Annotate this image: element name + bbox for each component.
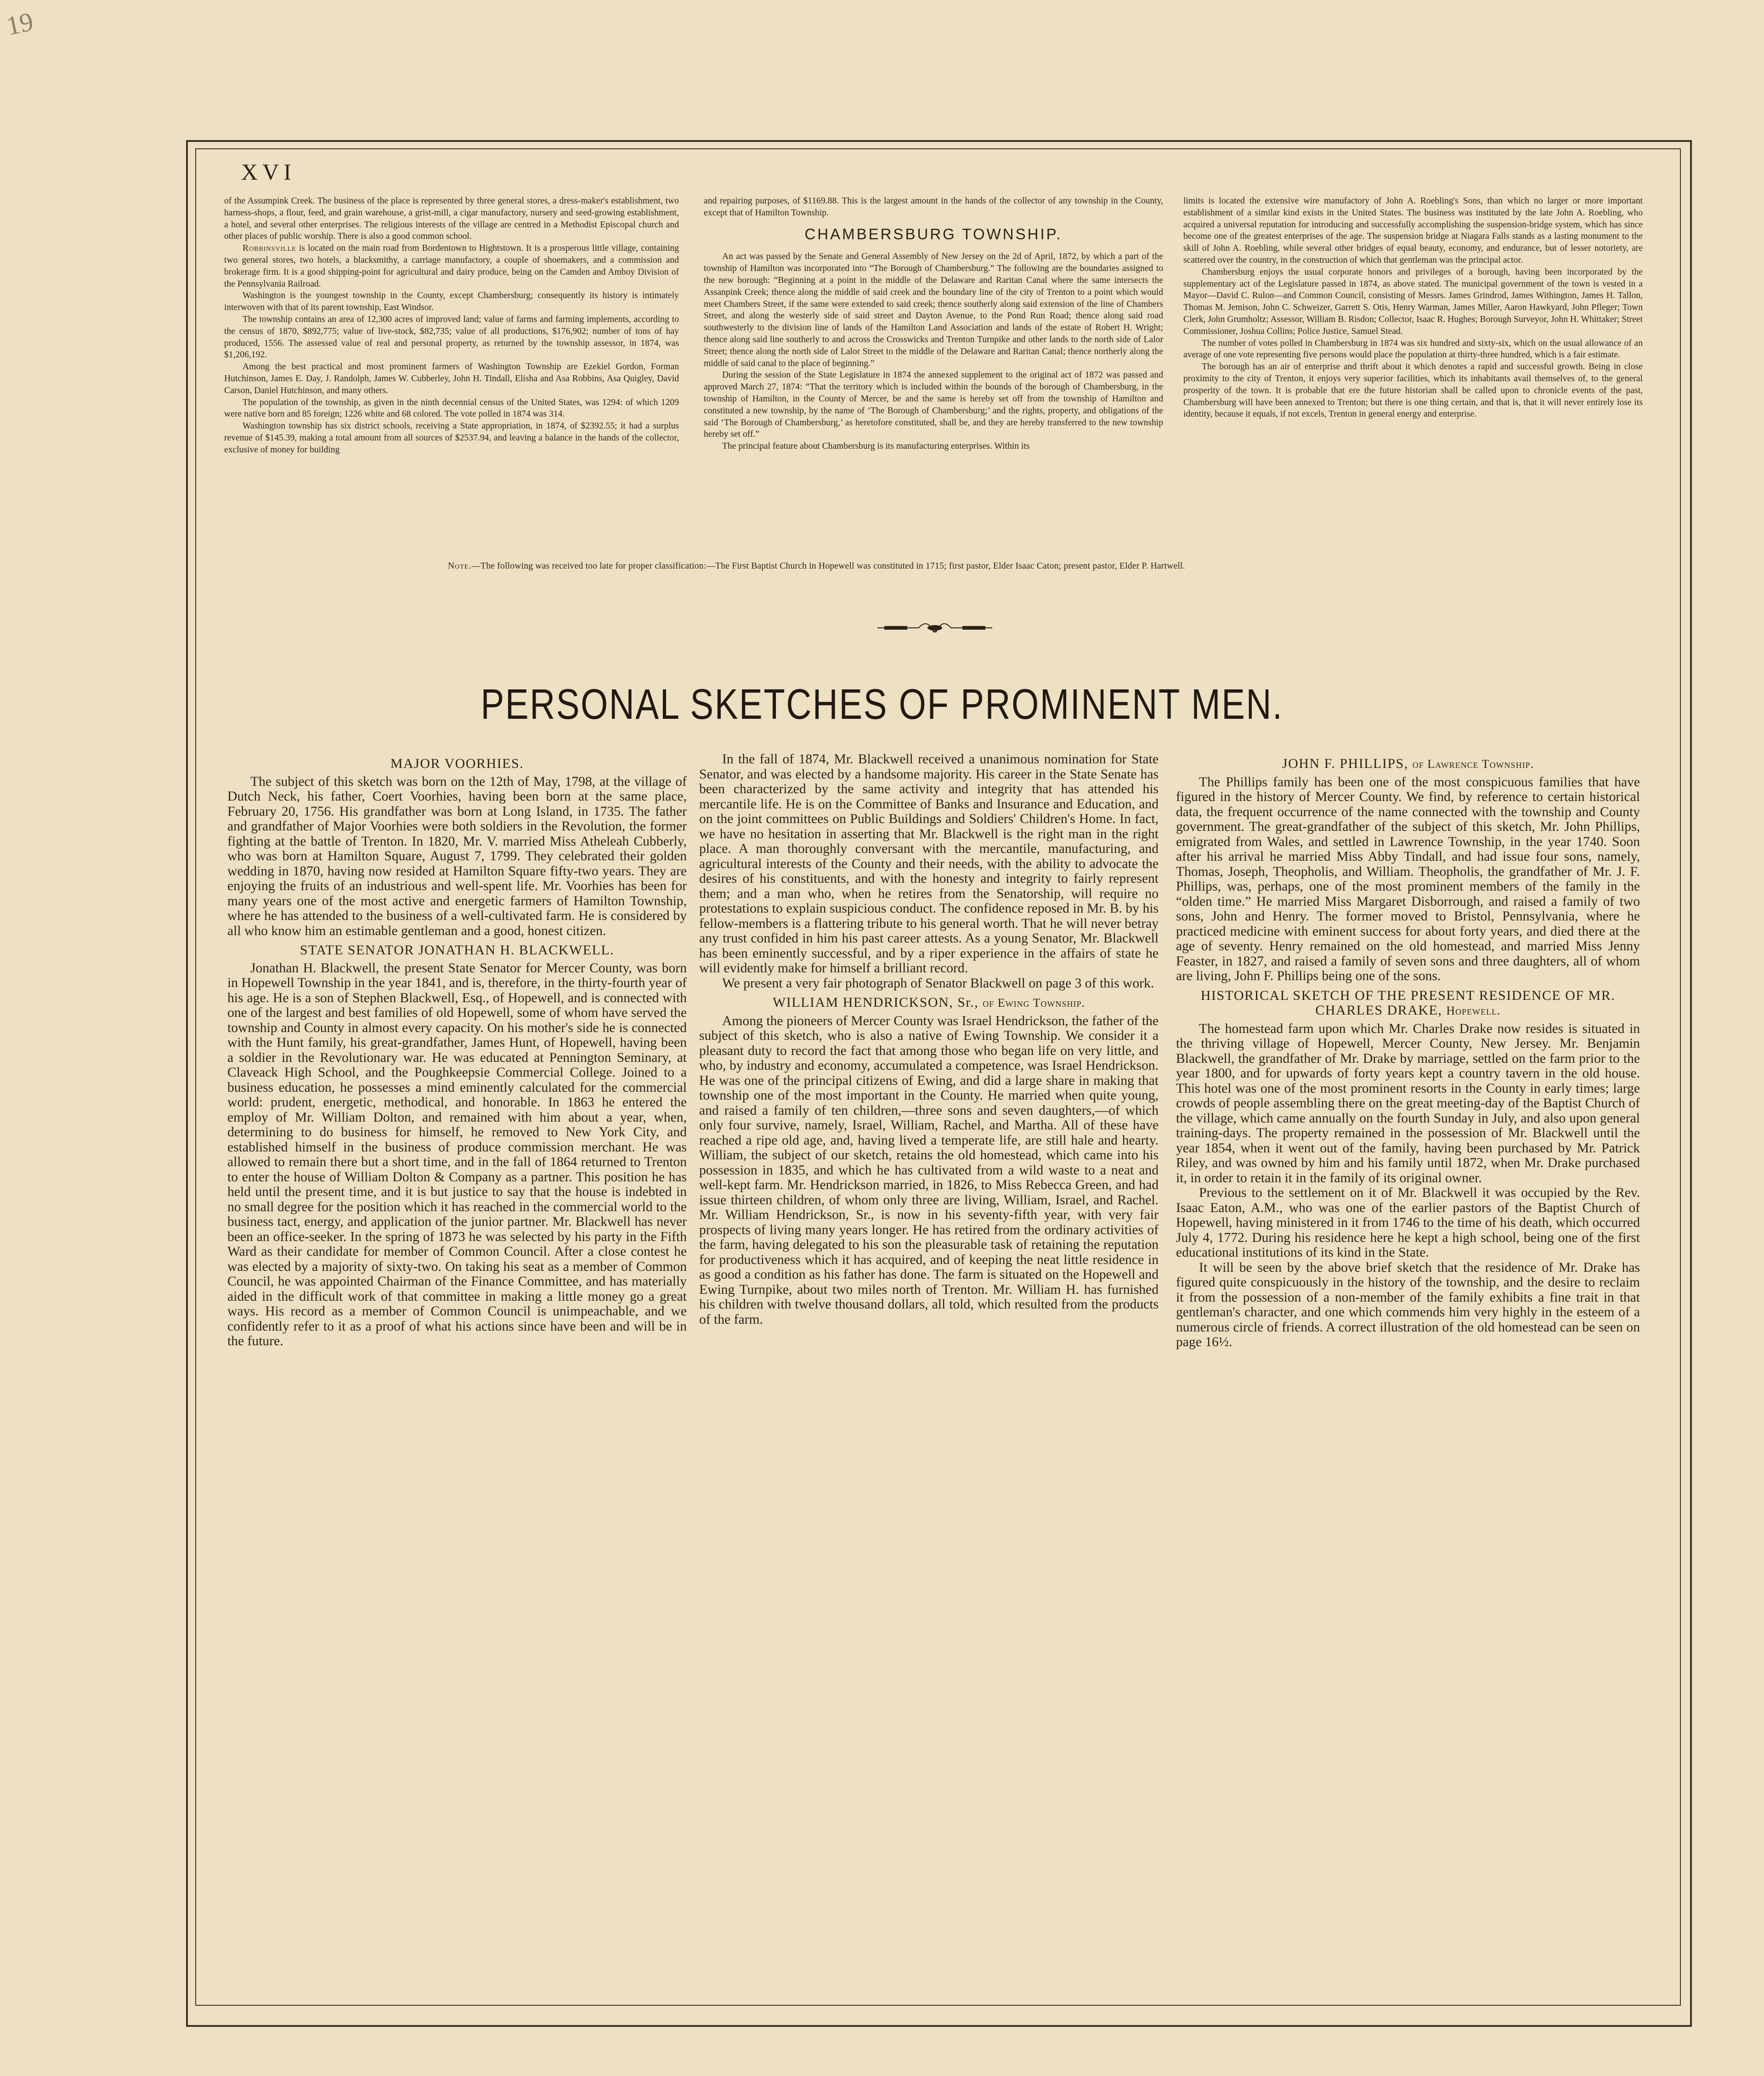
lower-column-3: [1176, 752, 1640, 1350]
paragraph: [1183, 266, 1643, 338]
paragraph-lead: Robbinsville: [243, 243, 296, 254]
section-heading: [1176, 988, 1640, 1019]
paragraph-text: Chambersburg enjoys the usual corporate honors and privileges of a borough, having been incorporated by the supplementary act of the Legislature passed in 1874, as above stated. The municipal government of the town is vested in a Mayor—David C. Rulon—and Common Council, consisting of Messrs. James Grindrod, James Withington, James H. Tallon, Thomas M. Jemison, John C. Schweizer, Garrett S. Otis, Henry Warman, James Miller, Aaron Hawkyard, John Pfleger; Town Clerk, John Grumholtz; Assessor, William B. Risdon; Collector, Isaac R. Hughes; Borough Surveyor, John H. Whittaker; Street Commissioner, Joshua Collins; Police Justice, Samuel Stead.: [1183, 267, 1643, 336]
note-text: —The following was received too late for proper classification:—The First Baptist Church in Hopewell was constituted in 1715; first pastor, Elder Isaac Caton; present pastor, Elder P. Hartwell.: [471, 561, 1185, 571]
paragraph: [1183, 361, 1643, 420]
paragraph-text: The number of votes polled in Chambersburg in 1874 was six hundred and sixty-six, which on the usual allowance of an average of one vote representing five persons would place the population at thirty-three hundred, which is a fair estimate.: [1183, 338, 1643, 360]
paragraph-text: Among the best practical and most prominent farmers of Washington Township are Ezekiel Gordon, Forman Hutchinson, James E. Day, J. Randolph, James W. Cubberley, John H. Tindall, Elisha and Asa Robbins, Asa Quigley, David Carson, Daniel Hutchinson, and many others.: [224, 362, 679, 395]
paragraph-text: It will be seen by the above brief sketch that the residence of Mr. Drake has figured quite conspicuously in the history of the township, and the desire to reclaim it from the possession of a non-member of the family exhibits a fine trait in that gentleman's character, and one which commends him very highly in the esteem of a numerous circle of friends. A correct illustration of the old homestead can be seen on page 16½.: [1176, 1260, 1640, 1349]
upper-col2-intro: and repairing purposes, of $1169.88. This is the largest amount in the hands of the collector of any township in the County, except that of Hamilton Township.: [704, 196, 1163, 218]
paragraph: [699, 752, 1159, 976]
upper-column-2: [704, 195, 1163, 452]
paragraph: [1176, 1021, 1640, 1186]
paragraph: [224, 195, 679, 243]
paragraph: [1176, 1260, 1640, 1350]
decorative-divider: [875, 621, 995, 635]
paragraph-text: The principal feature about Chambersburg is its manufacturing enterprises. Within its: [722, 441, 1030, 451]
note-paragraph: [448, 561, 1185, 571]
paragraph: [227, 774, 687, 939]
note-lead: Note.: [448, 561, 472, 571]
heading-text: WILLIAM HENDRICKSON, Sr.,: [772, 995, 979, 1010]
paragraph-text: The subject of this sketch was born on the 12th of May, 1798, at the village of Dutch Neck, his father, Coert Voorhies, having been born at the same place, February 20, 1756. His grandfather was born at Long Island, in 1735. The father and grandfather of Major Voorhies were both soldiers in the Revolution, the former fighting at the battle of Trenton. In 1820, Mr. V. married Miss Atheleah Cubberly, who was born at Hamilton Square, August 7, 1799. They celebrated their golden wedding in 1870, having now resided at Hamilton Square fifty-two years. They are enjoying the fruits of an industrious and well-spent life. Mr. Voorhies has been for many years one of the most active and energetic farmers of Hamilton Township, where he has attended to the business of a well-cultivated farm. He is considered by all who know him an estimable gentleman and a good, honest citizen.: [227, 774, 687, 938]
paragraph: [1183, 195, 1643, 266]
heading-subtitle: of Ewing Township.: [983, 996, 1086, 1010]
paragraph: [704, 251, 1163, 369]
paragraph-text: Previous to the settlement on it of Mr. Blackwell it was occupied by the Rev. Isaac Eaton, A.M., who was one of the earlier pastors of the Baptist Church of Hopewell, having ministered in it from 1746 to the time of his death, which occurred July 4, 1772. During his residence here he kept a high school, being one of the first educational institutions of its kind in the State.: [1176, 1185, 1640, 1260]
paragraph-text: is located on the main road from Bordentown to Hightstown. It is a prosperous little village, containing two general stores, two hotels, a blacksmithy, a carriage manufactory, a couple of shoemakers, and a commission and brokerage firm. It is a good shipping-point for agricultural and dairy produce, being on the Camden and Amboy Division of the Pennsylvania Railroad.: [224, 243, 679, 289]
paragraph-text: Washington township has six district schools, receiving a State appropriation, in 1874, of $2392.55; it had a surplus revenue of $145.39, making a total amount from all sources of $2537.94, and leaving a balance in the hands of the collector, exclusive of money for building: [224, 421, 679, 455]
paragraph-text: The Phillips family has been one of the most conspicuous families that have figured in the history of Mercer County. We find, by reference to certain historical data, the frequent occurrence of the name connected with the township and County government. The great-grandfather of the subject of this sketch, Mr. John Phillips, emigrated from Wales, and settled in Lawrence Township, in the year 1740. Soon after his arrival he married Miss Abby Tindall, and had issue four sons, namely, Thomas, Joseph, Theopholis, and William. Theopholis, the grandfather of Mr. J. F. Phillips, was, perhaps, one of the most prominent members of the family in the “olden time.” He married Miss Margaret Disborrough, and raised a family of two sons, John and Henry. The former moved to Bristol, Pennsylvania, where he practiced medicine with eminent success for about forty years, and died there at the age of seventy. Henry remained on the old homestead, and married Miss Jenny Feaster, in 1827, and raised a family of seven sons and three daughters, all of whom are living, John F. Phillips being one of the sons.: [1176, 774, 1640, 983]
upper-column-1: [224, 195, 679, 456]
heading-subtitle: Hopewell.: [1446, 1004, 1501, 1017]
paragraph-text: In the fall of 1874, Mr. Blackwell received a unanimous nomination for State Senator, and was elected by a handsome majority. His career in the State Senate has been characterized by the same activity and integrity that has attended his mercantile life. He is on the Committee of Banks and Insurance and Education, and on the joint committees on Public Buildings and Soldiers' Children's Home. In fact, we have no hesitation in asserting that Mr. Blackwell is the right man in the right place. A man thoroughly conversant with the mercantile, manufacturing, and agricultural interests of the County and their needs, with the ability to advocate the desires of his constituents, and with the honesty and integrity to fairly represent them; and a man who, when he retires from the Senatorship, will require no protestations to explain suspicious conduct. The confidence reposed in Mr. B. by his fellow-members is a flattering tribute to his general worth. That he will never betray any trust confided in him his past career attests. As a young Senator, Mr. Blackwell has been eminently successful, and by a riper experience in the affairs of state he will evidently make for himself a brilliant record.: [699, 752, 1159, 976]
section-heading: [227, 943, 687, 958]
paragraph: [1183, 338, 1643, 361]
paragraph: [699, 976, 1159, 991]
paragraph: [224, 290, 679, 314]
page-number: XVI: [241, 159, 296, 185]
paragraph-text: Washington is the youngest township in the County, except Chambersburg; consequently its history is intimately interwoven with that of its parent township, East Windsor.: [224, 291, 679, 313]
paragraph-text: Jonathan H. Blackwell, the present State Senator for Mercer County, was born in Hopewell Township in the year 1841, and is, therefore, in the thirty-fourth year of his age. He is a son of Stephen Blackwell, Esq., of Hopewell, and is connected with one of the largest and best families of old Hopewell, some of whom have served the township and County in almost every capacity. On his mother's side he is connected with the Hunt family, his great-grandfather, James Hunt, of Hopewell, having been a soldier in the Revolutionary war. He was educated at Pennington Seminary, at Claveack High School, and the Poughkeepsie Commercial College. Joined to a business education, he possesses a mind eminently calculated for the commercial world: prudent, energetic, methodical, and honorable. In 1863 he entered the employ of Mr. William Dolton, and remained with him about a year, when, determining to do business for himself, he removed to New York City, and established himself in the business of produce commission merchant. He was allowed to remain there but a short time, and in the fall of 1864 returned to Trenton to enter the house of William Dolton & Company as a partner. This position he has held until the present time, and it is but justice to say that the house is indebted in no small degree for the position which it has reached in the commercial world to the business tact, energy, and application of the junior partner. Mr. Blackwell has never been an office-seeker. In the spring of 1873 he was selected by his party in the Fifth Ward as their candidate for member of Common Council. After a close contest he was elected by a majority of sixty-two. On taking his seat as a member of Common Council, he was appointed Chairman of the Finance Committee, and has materially aided in the difficult work of that committee in making a little money go a great ways. His record as a member of Common Council is unimpeachable, and we confidently refer to it as a proof of what his actions since have been and will be in the future.: [227, 960, 687, 1348]
corner-pencil-mark: 19: [3, 6, 36, 41]
paragraph: [1176, 1185, 1640, 1260]
paragraph-text: The township contains an area of 12,300 acres of improved land; value of farms and farming implements, according to the census of 1870, $892,775; value of live-stock, $82,735; value of all productions, $176,902; number of tons of hay produced, 1556. The assessed value of real and personal property, as returned by the township assessor, in 1874, was $1,206,192.: [224, 314, 679, 360]
paragraph-text: of the Assumpink Creek. The business of the place is represented by three general stores, a dress-maker's establishment, two harness-shops, a flour, feed, and grain warehouse, a grist-mill, a cigar manufactory, nursery and seed-growing establishment, a hotel, and several other enterprises. The religious interests of the village are centred in a Methodist Episcopal church and other places of public worship. There is also a good common school.: [224, 196, 679, 242]
paragraph: [224, 420, 679, 456]
section-heading: [1176, 756, 1640, 772]
heading-subtitle: of Lawrence Township.: [1412, 757, 1534, 771]
upper-col2-body: [704, 251, 1163, 452]
paragraph: [227, 961, 687, 1349]
upper-column-3: [1183, 195, 1643, 420]
paragraph: [224, 397, 679, 421]
paragraph: [224, 243, 679, 290]
paragraph: [224, 314, 679, 361]
paragraph: [704, 440, 1163, 452]
paragraph-text: During the session of the State Legislature in 1874 the annexed supplement to the original act of 1872 was passed and approved March 27, 1874: “That the territory which is included within the bounds of the borough of Chambersburg, in the township of Hamilton, in the County of Mercer, be and the same is hereby set off from the township of Hamilton and constituted a new township, by the name of ‘The Borough of Chambersburg;’ and the rights, property, and obligations of the said ‘The Borough of Chambersburg,’ as heretofore constituted, shall be, and they are hereby transferred to the new township hereby set off.”: [704, 370, 1163, 440]
section-heading: [227, 756, 687, 772]
paragraph: [1176, 775, 1640, 984]
paragraph-text: Among the pioneers of Mercer County was Israel Hendrickson, the father of the subject of this sketch, who is also a native of Ewing Township. We consider it a pleasant duty to record the fact that among those who began life on very little, and who, by industry and economy, accumulated a competence, was Israel Hendrickson. He was one of the principal citizens of Ewing, and did a large share in making that township one of the most important in the County. He married when quite young, and raised a family of ten children,—three sons and seven daughters,—of which only four survive, namely, Israel, William, Rachel, and Martha. All of these have reached a ripe old age, and, having lived a temperate life, are still hale and hearty. William, the subject of our sketch, retains the old homestead, which came into his possession in 1835, and which he has cultivated from a wild waste to a neat and well-kept farm. Mr. Hendrickson married, in 1826, to Miss Rebecca Green, and had issue thirteen children, of whom only three are living, William, Israel, and Rachel. Mr. William Hendrickson, Sr., is now in his seventy-fifth year, with very fair prospects of living many years longer. He has retired from the ordinary activities of the farm, having delegated to his son the pleasurable task of retaining the reputation for productiveness which it has acquired, and of keeping the neat little residence in as good a condition as his father has done. The farm is situated on the Hopewell and Ewing Turnpike, about two miles north of Trenton. Mr. William H. has furnished his children with twelve thousand dollars, all told, which resulted from the products of the farm.: [699, 1013, 1159, 1327]
lower-column-1: [227, 752, 687, 1349]
lower-column-2: [699, 752, 1159, 1327]
paragraph-text: limits is located the extensive wire manufactory of John A. Roebling's Sons, than which no larger or more important establishment of a similar kind exists in the United States. The business was instituted by the late John A. Roebling, who acquired a universal reputation for introducing and successfully accomplishing the suspension-bridge system, which has since become one of the greatest enterprises of the age. The suspension bridge at Niagara Falls stands as a lasting monument to the skill of John A. Roebling, while several other bridges of equal beauty, economy, and endurance, but of lesser notoriety, are scattered over the country, in the construction of which that gentleman was the principal actor.: [1183, 196, 1643, 265]
paragraph-text: The borough has an air of enterprise and thrift about it which denotes a rapid and successful growth. Being in close proximity to the city of Trenton, it enjoys very superior facilities, which its inhabitants avail themselves of, to the general prosperity of the town. It is probable that ere the future historian shall be called upon to chronicle events of the past, Chambersburg will have been annexed to Trenton; but there is one thing certain, and that is, that it will never entirely lose its identity, because it equals, if not excels, Trenton in general energy and enterprise.: [1183, 362, 1643, 419]
heading-text: STATE SENATOR JONATHAN H. BLACKWELL.: [300, 942, 615, 958]
heading-text: MAJOR VOORHIES.: [390, 756, 524, 771]
paragraph: [704, 369, 1163, 440]
paragraph: [699, 1014, 1159, 1327]
page-title: PERSONAL SKETCHES OF PROMINENT MEN.: [481, 680, 1283, 728]
heading-text: HISTORICAL SKETCH OF THE PRESENT RESIDENCE OF MR. CHARLES DRAKE,: [1200, 987, 1616, 1018]
section-heading: [699, 995, 1159, 1011]
paragraph-text: The homestead farm upon which Mr. Charles Drake now resides is situated in the thriving village of Hopewell, Mercer County, New Jersey. Mr. Benjamin Blackwell, the grandfather of Mr. Drake by marriage, settled on the farm prior to the year 1800, and for upwards of forty years kept a country tavern in the old house. This hotel was one of the most prominent resorts in the County in early times; large crowds of people assembling there on the great meeting-day of the Baptist Church of the village, which came annually on the fourth Sunday in July, and also upon general training-days. The property remained in the possession of Mr. Blackwell until the year 1854, when it went out of the family, having been purchased by Mr. Patrick Riley, and was owned by him and his family until 1872, when Mr. Drake purchased it, in order to retain it in the family of its original owner.: [1176, 1021, 1640, 1185]
paragraph-text: We present a very fair photograph of Senator Blackwell on page 3 of this work.: [722, 976, 1154, 991]
paragraph: [224, 361, 679, 396]
chambersburg-heading: CHAMBERSBURG TOWNSHIP.: [804, 225, 1063, 243]
paragraph-text: The population of the township, as given in the ninth decennial census of the United States, was 1294: of which 1209 were native born and 85 foreign; 1226 white and 68 colored. The vote polled in 1874 was 314.: [224, 397, 679, 419]
paragraph-text: An act was passed by the Senate and General Assembly of New Jersey on the 2d of April, 1872, by which a part of the township of Hamilton was incorporated into “The Borough of Chambersburg.” The following are the boundaries assigned to the new borough: “Beginning at a point in the middle of the Delaware and Raritan Canal where the same intersects the Assanpink Creek; thence along the middle of said creek and the boundary line of the city of Trenton to a point which would meet Chambers Street, if the same were extended to said creek; thence southerly along said extension of the line of Chambers Street, and along the westerly side of said street and Dayton Avenue, to the Pond Run Road; thence along said road southwesterly to the division line of lands of the Hamilton Land Association and lands of the estate of Robert H. Wright; thence along said line southerly to and across the Crosswicks and Trenton Turnpike and other lands to the north side of Lalor Street; thence along the north side of Lalor Street to the middle of the Delaware and Raritan Canal; thence northerly along the middle of said canal to the place of beginning.”: [704, 252, 1163, 368]
heading-text: JOHN F. PHILLIPS,: [1282, 756, 1408, 771]
